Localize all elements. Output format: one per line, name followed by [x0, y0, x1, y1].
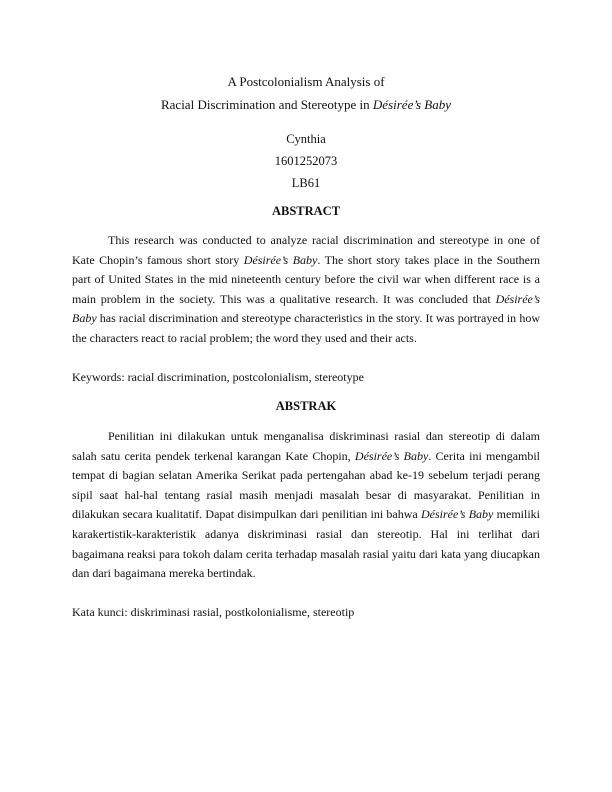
title-story-name: Désirée’s Baby [372, 97, 452, 112]
title-line-2-text: Racial Discrimination and Stereotype in [160, 97, 373, 112]
abstract-heading: ABSTRACT [271, 204, 341, 218]
abstract-text-1: This research was conducted to analyze racial discrimination and stereotype in one of Kate Chopin’s famous short story [72, 233, 540, 267]
author-class: LB61 [291, 176, 321, 190]
abstract-paragraph [72, 231, 540, 349]
abstract-text-2: . The short story takes place in the Southern part of United States in the mid nineteenth century before the civil war when different race is a main problem in the society. This was a qualitative research. It was concluded that [72, 252, 541, 306]
author-info [0, 128, 612, 194]
abstrak-story-name-1: Désirée’s Baby [354, 448, 429, 463]
abstrak-text-2: . Cerita ini mengambil tempat di bagian selatan Amerika Serikat pada pertengahan abad ke-19 sebelum terjadi perang sipil saat hal-hal tentang rasial masih menjadi masalah besar di masyarakat. Penilitian in dilakukan secara kualitatif. Dapat disimpulkan dari penilitian ini bahwa [72, 448, 541, 522]
title-line-2 [0, 93, 612, 116]
abstract-keywords: Keywords: racial discrimination, postcolonialism, stereotype [72, 370, 364, 384]
abstrak-keywords: Kata kunci: diskriminasi rasial, postkolonialisme, stereotip [72, 605, 355, 619]
author-student-id: 1601252073 [274, 154, 338, 168]
abstrak-heading: ABSTRAK [275, 399, 337, 413]
abstrak-paragraph [72, 427, 540, 584]
abstrak-text-1: Penilitian ini dilakukan untuk menganalisa diskriminasi rasial dan stereotip di dalam salah satu cerita pendek terkenal karangan Kate Chopin, [72, 429, 540, 463]
abstract-story-name-2: Désirée’s Baby [72, 291, 540, 326]
author-name: Cynthia [286, 132, 326, 146]
abstrak-text-3: memiliki karakertistik-karakteristik adanya diskriminasi rasial dan stereotip. Hal ini terlihat dari bagaimana reaksi para tokoh dalam cerita terhadap masalah rasial yaitu dari kata yang diucapkan dan dari bagaimana mereka bertindak. [72, 507, 540, 581]
abstract-story-name-1: Désirée’s Baby [243, 252, 318, 267]
title-line-1: A Postcolonialism Analysis of [227, 74, 385, 89]
paper-title [0, 70, 612, 116]
abstrak-story-name-2: Désirée’s Baby [421, 507, 494, 522]
abstract-text-3: has racial discrimination and stereotype characteristics in the story. It was portrayed in how the characters react to racial problem; the word they used and their acts. [72, 311, 540, 345]
